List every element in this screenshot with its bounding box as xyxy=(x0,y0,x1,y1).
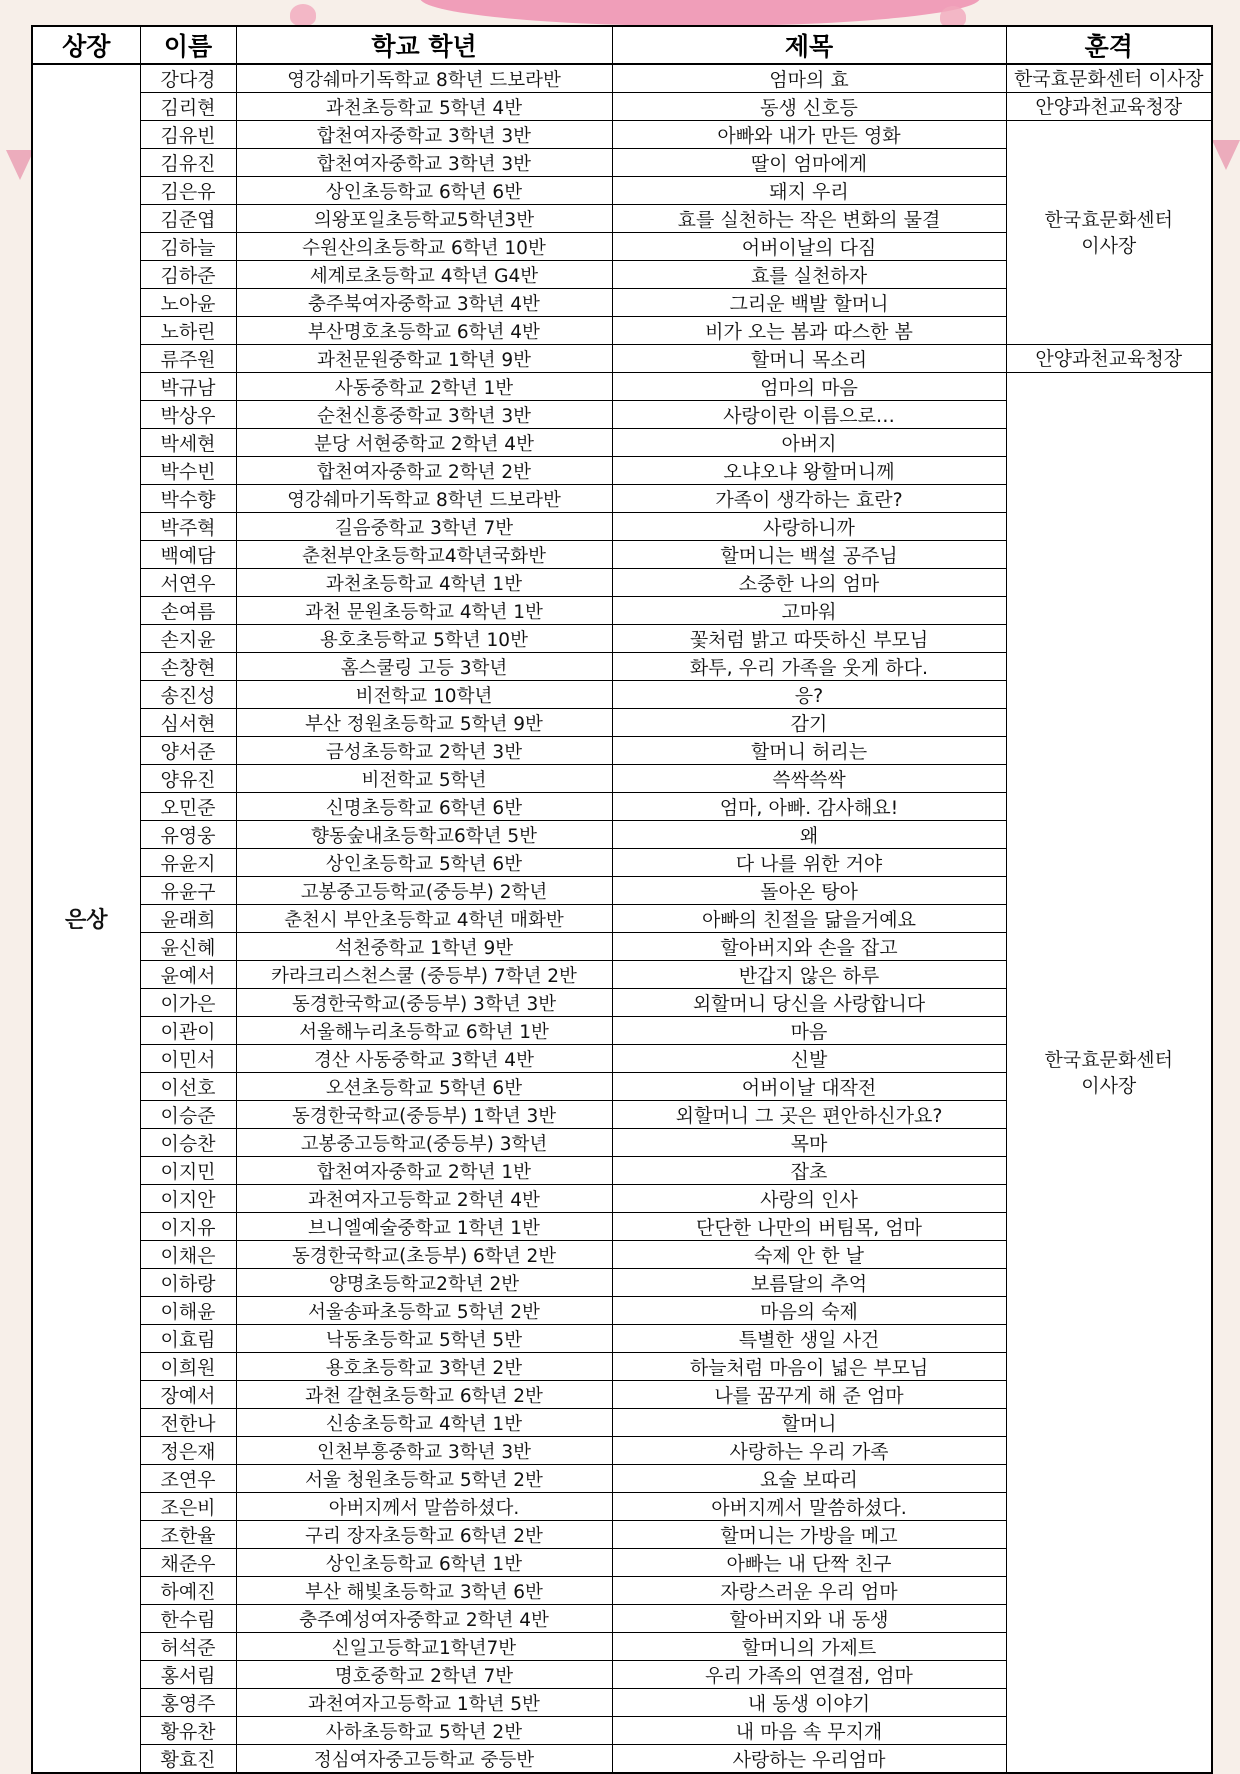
table-row xyxy=(32,121,1212,149)
title-cell: 돼지 우리 xyxy=(612,177,1006,205)
award-table xyxy=(31,25,1213,1774)
name-cell: 이희원 xyxy=(140,1353,236,1381)
school-cell: 부산 해빛초등학교 3학년 6반 xyxy=(236,1577,612,1605)
school-cell: 석천중학교 1학년 9반 xyxy=(236,933,612,961)
name-cell: 이하랑 xyxy=(140,1269,236,1297)
name-cell: 류주원 xyxy=(140,345,236,373)
name-cell: 이지민 xyxy=(140,1157,236,1185)
name-cell: 유영웅 xyxy=(140,821,236,849)
title-cell: 아버지 xyxy=(612,429,1006,457)
title-cell: 자랑스러운 우리 엄마 xyxy=(612,1577,1006,1605)
name-cell: 윤래희 xyxy=(140,905,236,933)
name-cell: 박수향 xyxy=(140,485,236,513)
title-cell: 가족이 생각하는 효란? xyxy=(612,485,1006,513)
name-cell: 김준엽 xyxy=(140,205,236,233)
name-cell: 손지윤 xyxy=(140,625,236,653)
name-cell: 윤예서 xyxy=(140,961,236,989)
school-cell: 과천문원중학교 1학년 9반 xyxy=(236,345,612,373)
name-cell: 김리현 xyxy=(140,93,236,121)
school-cell: 신명초등학교 6학년 6반 xyxy=(236,793,612,821)
decorative-ribbon xyxy=(420,0,980,26)
title-cell: 나를 꿈꾸게 해 준 엄마 xyxy=(612,1381,1006,1409)
title-cell: 할아버지와 손을 잡고 xyxy=(612,933,1006,961)
school-cell: 브니엘예술중학교 1학년 1반 xyxy=(236,1213,612,1241)
school-cell: 춘천부안초등학교4학년국화반 xyxy=(236,541,612,569)
name-cell: 정은재 xyxy=(140,1437,236,1465)
title-cell: 하늘처럼 마음이 넓은 부모님 xyxy=(612,1353,1006,1381)
name-cell: 조연우 xyxy=(140,1465,236,1493)
name-cell: 이채은 xyxy=(140,1241,236,1269)
school-cell: 과천 갈현초등학교 6학년 2반 xyxy=(236,1381,612,1409)
school-cell: 부산명호초등학교 6학년 4반 xyxy=(236,317,612,345)
table-body xyxy=(32,64,1212,1773)
name-cell: 조은비 xyxy=(140,1493,236,1521)
header-honor: 훈격 xyxy=(1006,26,1212,64)
school-cell: 비전학교 10학년 xyxy=(236,681,612,709)
name-cell: 황효진 xyxy=(140,1745,236,1774)
award-grade-cell: 은상 xyxy=(32,64,140,1773)
title-cell: 효를 실천하는 작은 변화의 물결 xyxy=(612,205,1006,233)
table-row xyxy=(32,93,1212,121)
school-cell: 과천여자고등학교 1학년 5반 xyxy=(236,1689,612,1717)
name-cell: 김유진 xyxy=(140,149,236,177)
title-cell: 요술 보따리 xyxy=(612,1465,1006,1493)
title-cell: 엄마, 아빠. 감사해요! xyxy=(612,793,1006,821)
title-cell: 할머니는 백설 공주님 xyxy=(612,541,1006,569)
title-cell: 응? xyxy=(612,681,1006,709)
bunting-flag-icon xyxy=(6,150,34,180)
name-cell: 홍서림 xyxy=(140,1661,236,1689)
title-cell: 사랑하는 우리엄마 xyxy=(612,1745,1006,1774)
name-cell: 유윤지 xyxy=(140,849,236,877)
honor-cell: 안양과천교육청장 xyxy=(1006,93,1212,121)
name-cell: 서연우 xyxy=(140,569,236,597)
title-cell: 할머니 xyxy=(612,1409,1006,1437)
title-cell: 할아버지와 내 동생 xyxy=(612,1605,1006,1633)
school-cell: 세계로초등학교 4학년 G4반 xyxy=(236,261,612,289)
title-cell: 아빠의 친절을 닮을거예요 xyxy=(612,905,1006,933)
name-cell: 한수림 xyxy=(140,1605,236,1633)
name-cell: 홍영주 xyxy=(140,1689,236,1717)
title-cell: 효를 실천하자 xyxy=(612,261,1006,289)
title-cell: 돌아온 탕아 xyxy=(612,877,1006,905)
title-cell: 잡초 xyxy=(612,1157,1006,1185)
title-cell: 신발 xyxy=(612,1045,1006,1073)
title-cell: 꽃처럼 밝고 따뜻하신 부모님 xyxy=(612,625,1006,653)
heart-icon xyxy=(290,4,316,26)
name-cell: 노하린 xyxy=(140,317,236,345)
school-cell: 춘천시 부안초등학교 4학년 매화반 xyxy=(236,905,612,933)
name-cell: 이민서 xyxy=(140,1045,236,1073)
header-name: 이름 xyxy=(140,26,236,64)
school-cell: 수원산의초등학교 6학년 10반 xyxy=(236,233,612,261)
name-cell: 이지유 xyxy=(140,1213,236,1241)
name-cell: 이승준 xyxy=(140,1101,236,1129)
title-cell: 비가 오는 봄과 따스한 봄 xyxy=(612,317,1006,345)
school-cell: 고봉중고등학교(중등부) 3학년 xyxy=(236,1129,612,1157)
school-cell: 경산 사동중학교 3학년 4반 xyxy=(236,1045,612,1073)
title-cell: 우리 가족의 연결점, 엄마 xyxy=(612,1661,1006,1689)
school-cell: 금성초등학교 2학년 3반 xyxy=(236,737,612,765)
name-cell: 하예진 xyxy=(140,1577,236,1605)
name-cell: 박규남 xyxy=(140,373,236,401)
school-cell: 고봉중고등학교(중등부) 2학년 xyxy=(236,877,612,905)
school-cell: 향동숲내초등학교6학년 5반 xyxy=(236,821,612,849)
name-cell: 오민준 xyxy=(140,793,236,821)
name-cell: 이승찬 xyxy=(140,1129,236,1157)
school-cell: 충주북여자중학교 3학년 4반 xyxy=(236,289,612,317)
school-cell: 순천신흥중학교 3학년 3반 xyxy=(236,401,612,429)
name-cell: 채준우 xyxy=(140,1549,236,1577)
title-cell: 할머니 허리는 xyxy=(612,737,1006,765)
title-cell: 어버이날의 다짐 xyxy=(612,233,1006,261)
name-cell: 이가은 xyxy=(140,989,236,1017)
school-cell: 합천여자중학교 2학년 2반 xyxy=(236,457,612,485)
school-cell: 사하초등학교 5학년 2반 xyxy=(236,1717,612,1745)
name-cell: 박주혁 xyxy=(140,513,236,541)
name-cell: 심서현 xyxy=(140,709,236,737)
title-cell: 특별한 생일 사건 xyxy=(612,1325,1006,1353)
title-cell: 동생 신호등 xyxy=(612,93,1006,121)
school-cell: 과천 문원초등학교 4학년 1반 xyxy=(236,597,612,625)
school-cell: 사동중학교 2학년 1반 xyxy=(236,373,612,401)
name-cell: 노아윤 xyxy=(140,289,236,317)
name-cell: 김유빈 xyxy=(140,121,236,149)
school-cell: 명호중학교 2학년 7반 xyxy=(236,1661,612,1689)
title-cell: 마음 xyxy=(612,1017,1006,1045)
name-cell: 양유진 xyxy=(140,765,236,793)
school-cell: 비전학교 5학년 xyxy=(236,765,612,793)
name-cell: 백예담 xyxy=(140,541,236,569)
school-cell: 신일고등학교1학년7반 xyxy=(236,1633,612,1661)
name-cell: 허석준 xyxy=(140,1633,236,1661)
school-cell: 서울 청원초등학교 5학년 2반 xyxy=(236,1465,612,1493)
title-cell: 아빠와 내가 만든 영화 xyxy=(612,121,1006,149)
school-cell: 동경한국학교(초등부) 6학년 2반 xyxy=(236,1241,612,1269)
school-cell: 카라크리스천스쿨 (중등부) 7학년 2반 xyxy=(236,961,612,989)
name-cell: 박세현 xyxy=(140,429,236,457)
school-cell: 낙동초등학교 5학년 5반 xyxy=(236,1325,612,1353)
school-cell: 정심여자중고등학교 중등반 xyxy=(236,1745,612,1774)
name-cell: 장예서 xyxy=(140,1381,236,1409)
school-cell: 합천여자중학교 2학년 1반 xyxy=(236,1157,612,1185)
school-cell: 용호초등학교 5학년 10반 xyxy=(236,625,612,653)
title-cell: 소중한 나의 엄마 xyxy=(612,569,1006,597)
name-cell: 이효림 xyxy=(140,1325,236,1353)
title-cell: 외할머니 그 곳은 편안하신가요? xyxy=(612,1101,1006,1129)
title-cell: 단단한 나만의 버팀목, 엄마 xyxy=(612,1213,1006,1241)
title-cell: 외할머니 당신을 사랑합니다 xyxy=(612,989,1006,1017)
school-cell: 과천여자고등학교 2학년 4반 xyxy=(236,1185,612,1213)
bunting-flag-icon xyxy=(1212,140,1240,170)
title-cell: 어버이날 대작전 xyxy=(612,1073,1006,1101)
title-cell: 반갑지 않은 하루 xyxy=(612,961,1006,989)
honor-cell: 안양과천교육청장 xyxy=(1006,345,1212,373)
name-cell: 강다경 xyxy=(140,64,236,93)
title-cell: 다 나를 위한 거야 xyxy=(612,849,1006,877)
school-cell: 서울송파초등학교 5학년 2반 xyxy=(236,1297,612,1325)
name-cell: 유윤구 xyxy=(140,877,236,905)
title-cell: 할머니의 가제트 xyxy=(612,1633,1006,1661)
name-cell: 김하준 xyxy=(140,261,236,289)
title-cell: 사랑이란 이름으로… xyxy=(612,401,1006,429)
title-cell: 딸이 엄마에게 xyxy=(612,149,1006,177)
school-cell: 충주예성여자중학교 2학년 4반 xyxy=(236,1605,612,1633)
title-cell: 고마워 xyxy=(612,597,1006,625)
title-cell: 숙제 안 한 날 xyxy=(612,1241,1006,1269)
honor-cell: 한국효문화센터 이사장 xyxy=(1006,373,1212,1774)
school-cell: 오션초등학교 5학년 6반 xyxy=(236,1073,612,1101)
school-cell: 분당 서현중학교 2학년 4반 xyxy=(236,429,612,457)
table-header xyxy=(32,26,1212,64)
header-award: 상장 xyxy=(32,26,140,64)
table-row xyxy=(32,64,1212,93)
title-cell: 엄마의 효 xyxy=(612,64,1006,93)
table-row xyxy=(32,345,1212,373)
title-cell: 할머니 목소리 xyxy=(612,345,1006,373)
school-cell: 상인초등학교 6학년 6반 xyxy=(236,177,612,205)
title-cell: 사랑의 인사 xyxy=(612,1185,1006,1213)
school-cell: 합천여자중학교 3학년 3반 xyxy=(236,149,612,177)
name-cell: 김은유 xyxy=(140,177,236,205)
name-cell: 손여름 xyxy=(140,597,236,625)
school-cell: 신송초등학교 4학년 1반 xyxy=(236,1409,612,1437)
title-cell: 사랑하니까 xyxy=(612,513,1006,541)
school-cell: 상인초등학교 6학년 1반 xyxy=(236,1549,612,1577)
title-cell: 쓱싹쓱싹 xyxy=(612,765,1006,793)
name-cell: 김하늘 xyxy=(140,233,236,261)
name-cell: 이해윤 xyxy=(140,1297,236,1325)
school-cell: 영강쉐마기독학교 8학년 드보라반 xyxy=(236,485,612,513)
name-cell: 전한나 xyxy=(140,1409,236,1437)
name-cell: 이지안 xyxy=(140,1185,236,1213)
school-cell: 부산 정원초등학교 5학년 9반 xyxy=(236,709,612,737)
name-cell: 손창현 xyxy=(140,653,236,681)
title-cell: 화투, 우리 가족을 웃게 하다. xyxy=(612,653,1006,681)
name-cell: 송진성 xyxy=(140,681,236,709)
title-cell: 오냐오냐 왕할머니께 xyxy=(612,457,1006,485)
honor-cell: 한국효문화센터 이사장 xyxy=(1006,64,1212,93)
name-cell: 이관이 xyxy=(140,1017,236,1045)
title-cell: 목마 xyxy=(612,1129,1006,1157)
header-title: 제목 xyxy=(612,26,1006,64)
school-cell: 구리 장자초등학교 6학년 2반 xyxy=(236,1521,612,1549)
title-cell: 감기 xyxy=(612,709,1006,737)
school-cell: 상인초등학교 5학년 6반 xyxy=(236,849,612,877)
school-cell: 과천초등학교 5학년 4반 xyxy=(236,93,612,121)
school-cell: 합천여자중학교 3학년 3반 xyxy=(236,121,612,149)
school-cell: 인천부흥중학교 3학년 3반 xyxy=(236,1437,612,1465)
title-cell: 내 동생 이야기 xyxy=(612,1689,1006,1717)
school-cell: 아버지께서 말씀하셨다. xyxy=(236,1493,612,1521)
honor-cell: 한국효문화센터 이사장 xyxy=(1006,121,1212,345)
title-cell: 엄마의 마음 xyxy=(612,373,1006,401)
name-cell: 박수빈 xyxy=(140,457,236,485)
name-cell: 양서준 xyxy=(140,737,236,765)
school-cell: 길음중학교 3학년 7반 xyxy=(236,513,612,541)
title-cell: 아빠는 내 단짝 친구 xyxy=(612,1549,1006,1577)
school-cell: 홈스쿨링 고등 3학년 xyxy=(236,653,612,681)
title-cell: 보름달의 추억 xyxy=(612,1269,1006,1297)
school-cell: 과천초등학교 4학년 1반 xyxy=(236,569,612,597)
school-cell: 동경한국학교(중등부) 3학년 3반 xyxy=(236,989,612,1017)
name-cell: 황유찬 xyxy=(140,1717,236,1745)
title-cell: 마음의 숙제 xyxy=(612,1297,1006,1325)
title-cell: 그리운 백발 할머니 xyxy=(612,289,1006,317)
title-cell: 왜 xyxy=(612,821,1006,849)
school-cell: 영강쉐마기독학교 8학년 드보라반 xyxy=(236,64,612,93)
name-cell: 조한율 xyxy=(140,1521,236,1549)
title-cell: 할머니는 가방을 메고 xyxy=(612,1521,1006,1549)
school-cell: 의왕포일초등학교5학년3반 xyxy=(236,205,612,233)
school-cell: 양명초등학교2학년 2반 xyxy=(236,1269,612,1297)
school-cell: 서울해누리초등학교 6학년 1반 xyxy=(236,1017,612,1045)
header-school: 학교 학년 xyxy=(236,26,612,64)
name-cell: 이선호 xyxy=(140,1073,236,1101)
title-cell: 사랑하는 우리 가족 xyxy=(612,1437,1006,1465)
name-cell: 윤신혜 xyxy=(140,933,236,961)
title-cell: 아버지께서 말씀하셨다. xyxy=(612,1493,1006,1521)
school-cell: 동경한국학교(중등부) 1학년 3반 xyxy=(236,1101,612,1129)
name-cell: 박상우 xyxy=(140,401,236,429)
title-cell: 내 마음 속 무지개 xyxy=(612,1717,1006,1745)
table-row xyxy=(32,373,1212,401)
school-cell: 용호초등학교 3학년 2반 xyxy=(236,1353,612,1381)
